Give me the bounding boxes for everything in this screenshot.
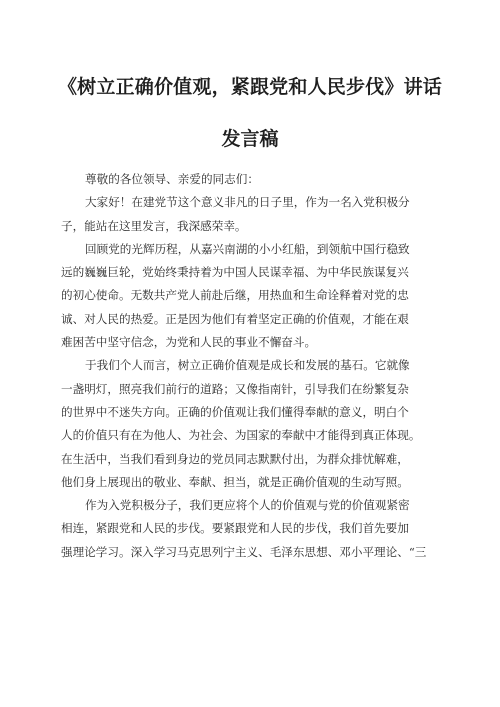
text-line: 大家好！在建党节这个意义非凡的日子里，作为一名入党积极分 <box>85 195 410 210</box>
text-line: 诚、对人民的热爱。正是因为他们有着坚定正确的价值观，才能在艰 <box>61 311 409 326</box>
text-line: 作为入党积极分子，我们更应将个人的价值观与党的价值观紧密 <box>85 498 410 513</box>
text-line: 尊敬的各位领导、亲爱的同志们： <box>85 172 259 186</box>
text-line: 远的巍巍巨轮，党始终秉持着为中国人民谋幸福、为中华民族谋复兴 <box>61 265 409 280</box>
text-line: 一盏明灯，照亮我们前行的道路；又像指南针，引导我们在纷繁复杂 <box>61 381 409 396</box>
text-line: 子，能站在这里发言，我深感荣幸。 <box>61 218 247 233</box>
text-line: 难困苦中坚守信念，为党和人民的事业不懈奋斗。 <box>61 335 317 350</box>
text-line: 他们身上展现出的敬业、奉献、担当，就是正确价值观的生动写照。 <box>61 474 409 489</box>
text-line: 强理论学习。深入学习马克思列宁主义、毛泽东思想、邓小平理论、“三 <box>61 544 427 559</box>
text-line: 于我们个人而言，树立正确价值观是成长和发展的基石。它就像 <box>85 358 410 373</box>
text-line: 相连，紧跟党和人民的步伐。要紧跟党和人民的步伐，我们首先要加 <box>61 521 409 536</box>
text-line: 人的价值只有在为他人、为社会、为国家的奉献中才能得到真正体现。 <box>61 428 421 443</box>
text-line: 在生活中，当我们看到身边的党员同志默默付出，为群众排忧解难， <box>61 451 409 466</box>
text-line: 的初心使命。无数共产党人前赴后继，用热血和生命诠释着对党的忠 <box>61 288 409 303</box>
text-line: 回顾党的光辉历程，从嘉兴南湖的小小红船，到领航中国行稳致 <box>85 241 410 256</box>
document-subtitle: 发言稿 <box>221 128 279 150</box>
text-line: 的世界中不迷失方向。正确的价值观让我们懂得奉献的意义，明白个 <box>61 404 409 419</box>
document-title: 《树立正确价值观，紧跟党和人民步伐》讲话 <box>57 76 442 98</box>
document-body <box>61 168 439 564</box>
